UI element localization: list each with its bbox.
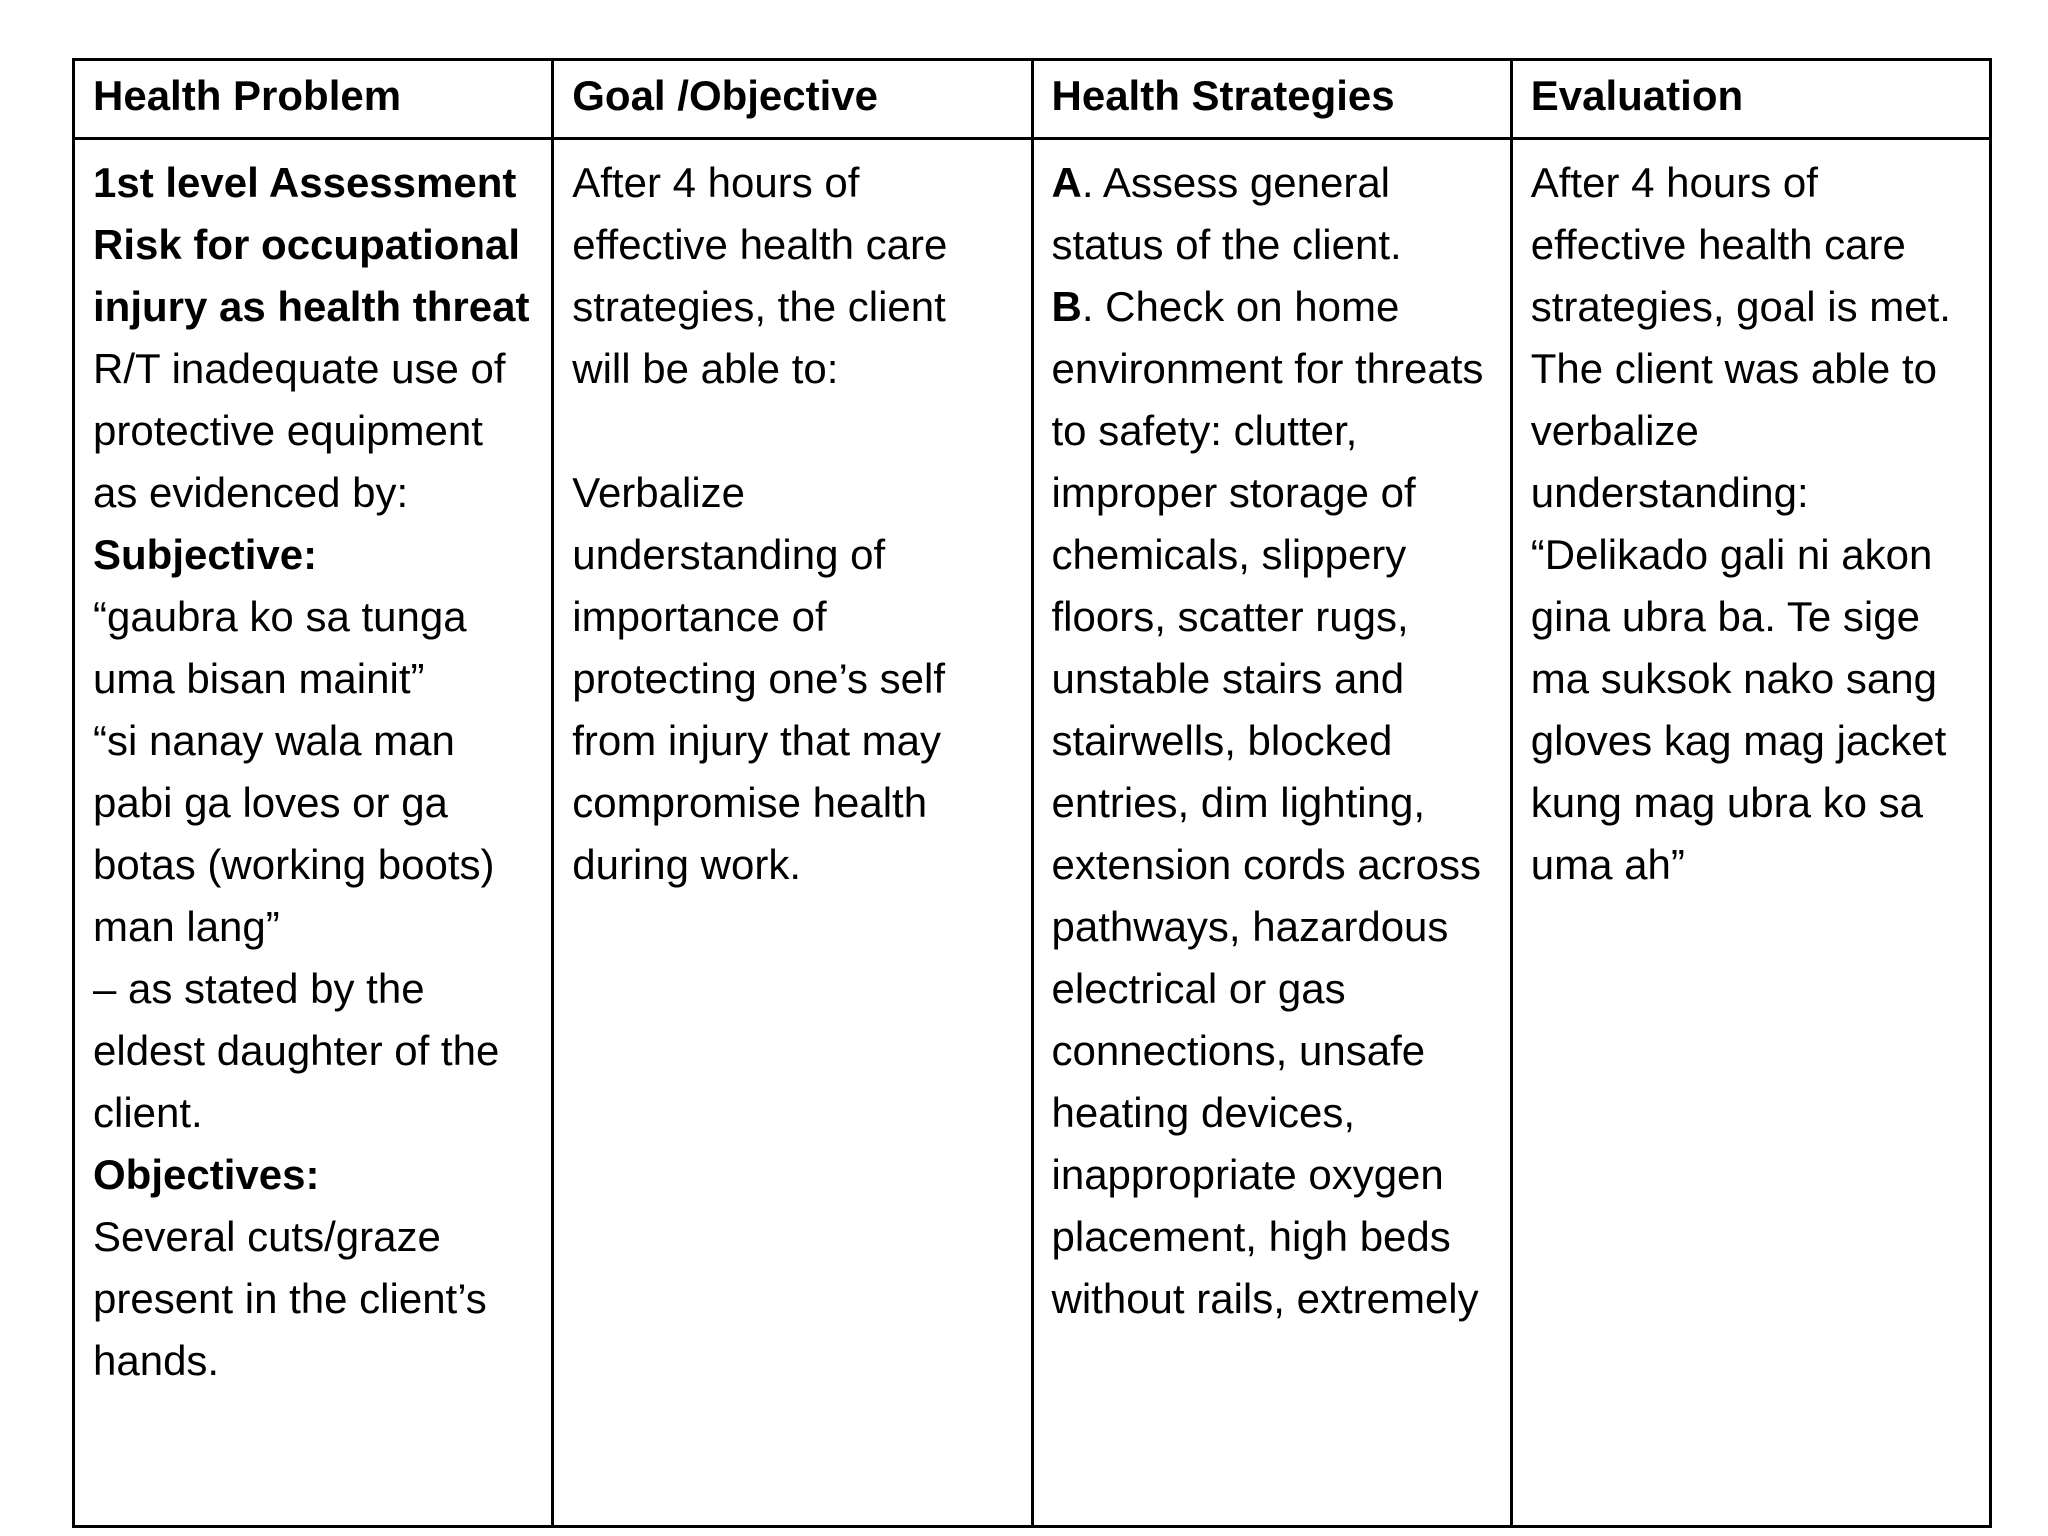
subjective-quote-2: “si nanay wala man pabi ga loves or ga botas (working boots) man lang”: [93, 717, 495, 950]
subjective-quote-1: “gaubra ko sa tunga uma bisan mainit”: [93, 593, 467, 702]
health-problem-title: 1st level Assessment Risk for occupational injury as health threat: [93, 159, 530, 330]
header-evaluation: Evaluation: [1511, 60, 1990, 139]
evaluation-result: The client was able to verbalize understanding:: [1530, 345, 1937, 516]
header-health-strategies: Health Strategies: [1032, 60, 1511, 139]
strategy-b: [1052, 276, 1492, 1330]
cell-health-problem: [74, 139, 553, 1527]
strategy-b-letter: B: [1051, 283, 1082, 330]
cell-evaluation: [1511, 139, 1990, 1527]
cell-goal-objective: [553, 139, 1032, 1527]
subjective-label: Subjective:: [93, 531, 318, 578]
care-plan-table-container: [72, 58, 1992, 1528]
goal-intro: After 4 hours of effective health care strategies, the client will be able to:: [572, 159, 948, 392]
cell-health-strategies: [1032, 139, 1511, 1527]
nursing-care-plan-table: [72, 58, 1992, 1528]
subjective-source: – as stated by the eldest daughter of the client.: [93, 965, 500, 1136]
evaluation-quote: “Delikado gali ni akon gina ubra ba. Te sige ma suksok nako sang gloves kag mag jacket kung mag ubra ko sa uma ah”: [1530, 531, 1947, 888]
objectives-text: Several cuts/graze present in the client’s hands.: [93, 1213, 487, 1384]
strategy-b-text: . Check on home environment for threats to safety: clutter, improper storage of chemicals, slippery floors, scatter rugs, unstable stairs and stairwells, blocked entries, dim lighting, extension cords across pathways, hazardous electrical or gas connections, unsafe heating devices, inappropriate oxygen placement, high beds without rails, extremely: [1051, 283, 1484, 1322]
evaluation-intro: After 4 hours of effective health care strategies, goal is met.: [1530, 159, 1951, 330]
strategy-a: [1052, 152, 1492, 276]
table-header-row: [74, 60, 1991, 139]
goal-objective-text: Verbalize understanding of importance of protecting one’s self from injury that may compromise health during work.: [572, 469, 946, 888]
goal-spacer: [572, 400, 1012, 462]
header-goal-objective: Goal /Objective: [553, 60, 1032, 139]
header-health-problem: Health Problem: [74, 60, 553, 139]
objectives-label: Objectives:: [93, 1151, 320, 1198]
table-row: [74, 139, 1991, 1527]
health-problem-title-rest: R/T inadequate use of protective equipment as evidenced by:: [93, 345, 506, 516]
strategy-a-letter: A: [1051, 159, 1082, 206]
strategy-a-text: . Assess general status of the client.: [1051, 159, 1402, 268]
